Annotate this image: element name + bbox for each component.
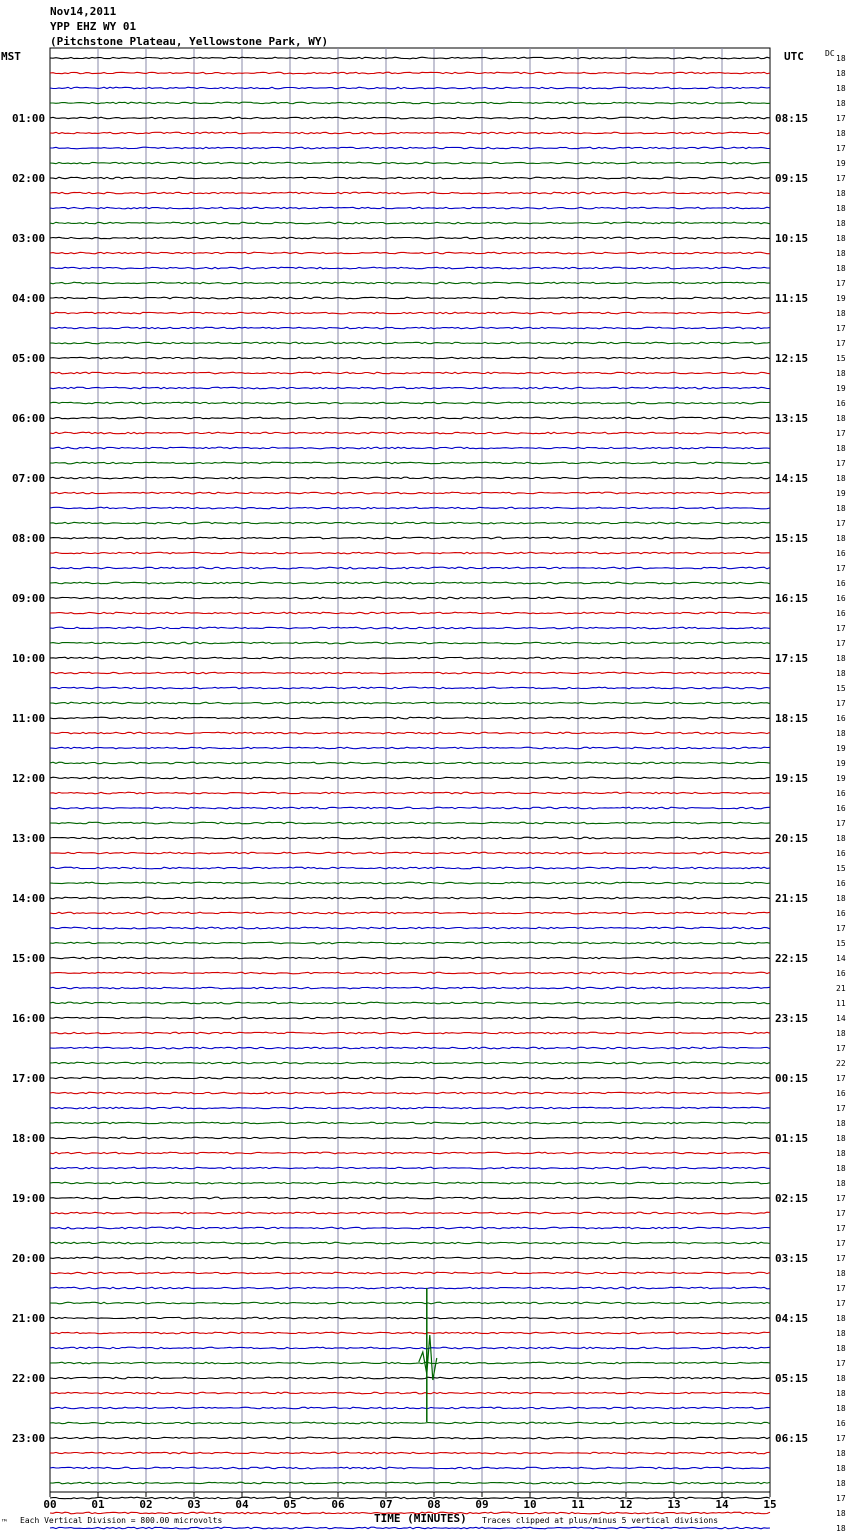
trace-row [50,1452,770,1454]
trace-row [50,1227,770,1229]
plot-frame [50,48,770,1492]
dc-offset-label: 17 [836,1209,846,1218]
dc-offset-label: 19 [836,489,846,498]
trace-row [50,897,770,899]
trace-row [50,792,770,794]
trace-row [50,522,770,524]
dc-offset-label: 22 [836,1059,846,1068]
trace-row [50,597,770,599]
trace-row [50,432,770,434]
dc-offset-label: 17 [836,174,846,183]
utc-hour-label: 03:15 [775,1252,809,1265]
trace-row [50,117,770,119]
dc-offset-label: 16 [836,879,846,888]
trace-row [50,1167,770,1169]
x-tick-label: 00 [43,1498,57,1511]
trace-row [50,1407,770,1409]
dc-offset-label: 17 [836,1194,846,1203]
trace-row [50,447,770,449]
utc-hour-label: 21:15 [775,892,809,905]
trace-row [50,387,770,389]
mst-hour-label: 23:00 [12,1432,46,1445]
dc-offset-label: 18 [836,1449,846,1458]
trace-row [50,207,770,209]
dc-offset-label: 21 [836,984,846,993]
trace-row [50,1437,770,1439]
dc-offset-label: 17 [836,564,846,573]
trace-row [50,102,770,104]
dc-offset-label: 16 [836,969,846,978]
trace-row [50,1497,770,1499]
dc-offset-label: 18 [836,1389,846,1398]
trace-row [50,1137,770,1139]
trace-row [50,1332,770,1334]
trace-row [50,972,770,974]
mst-hour-label: 07:00 [12,472,46,485]
x-tick-label: 15 [763,1498,777,1511]
dc-offset-label: 16 [836,1419,846,1428]
trace-row [50,1257,770,1259]
trace-row [50,162,770,164]
dc-offset-label: 18 [836,1164,846,1173]
mst-hour-label: 20:00 [12,1252,46,1265]
trace-row [50,1152,770,1154]
trace-row [50,1002,770,1004]
dc-offset-label: 18 [836,1374,846,1383]
trace-row [50,582,770,584]
x-axis-title: TIME (MINUTES) [374,1512,467,1525]
trace-row [50,1377,770,1379]
trace-row [50,1347,770,1349]
dc-offset-label: 17 [836,114,846,123]
dc-offset-label: 18 [836,264,846,273]
trace-row [50,927,770,929]
mst-hour-label: 12:00 [12,772,46,785]
mst-hour-label: 14:00 [12,892,46,905]
mst-axis-title: MST [1,50,21,63]
dc-offset-label: 17 [836,339,846,348]
dc-offset-label: 18 [836,84,846,93]
utc-hour-label: 05:15 [775,1372,809,1385]
mst-hour-label: 11:00 [12,712,46,725]
trace-row [50,372,770,374]
trace-row [50,1017,770,1019]
dc-offset-label: 17 [836,699,846,708]
utc-hour-label: 19:15 [775,772,809,785]
dc-offset-label: 17 [836,459,846,468]
trace-row [50,312,770,314]
utc-hour-label: 06:15 [775,1432,809,1445]
dc-offset-label: 16 [836,1089,846,1098]
trace-row [50,627,770,629]
trace-row [50,327,770,329]
utc-hour-label: 23:15 [775,1012,809,1025]
trace-row [50,1182,770,1184]
dc-offset-label: 16 [836,549,846,558]
dc-offset-label: 18 [836,234,846,243]
x-tick-label: 13 [667,1498,681,1511]
trace-row [50,192,770,194]
dc-offset-label: 17 [836,144,846,153]
trace-row [50,852,770,854]
trace-row [50,1527,770,1529]
dc-offset-label: 18 [836,219,846,228]
dc-offset-label: 17 [836,1494,846,1503]
x-tick-label: 11 [571,1498,585,1511]
mst-hour-label: 17:00 [12,1072,46,1085]
trace-row [50,492,770,494]
dc-offset-label: 19 [836,384,846,393]
x-tick-label: 09 [475,1498,489,1511]
trace-row [50,477,770,479]
dc-offset-label: 17 [836,639,846,648]
dc-offset-label: 17 [836,324,846,333]
x-tick-label: 02 [139,1498,153,1511]
trace-row [50,837,770,839]
utc-hour-label: 14:15 [775,472,809,485]
dc-offset-label: 18 [836,1149,846,1158]
utc-hour-label: 01:15 [775,1132,809,1145]
dc-offset-label: 18 [836,54,846,63]
dc-offset-label: 17 [836,1359,846,1368]
dc-offset-label: 15 [836,684,846,693]
x-tick-label: 05 [283,1498,297,1511]
dc-offset-label: 16 [836,804,846,813]
trace-row [50,342,770,344]
station-location: (Pitchstone Plateau, Yellowstone Park, WY) [50,35,329,48]
trace-row [50,882,770,884]
dc-offset-label: 18 [836,1134,846,1143]
dc-offset-label: 11 [836,999,846,1008]
x-tick-label: 10 [523,1498,537,1511]
trace-row [50,657,770,659]
trace-row [50,1032,770,1034]
trace-row [50,132,770,134]
dc-offset-label: 17 [836,1299,846,1308]
trace-row [50,237,770,239]
utc-hour-label: 09:15 [775,172,809,185]
trace-row [50,732,770,734]
trace-row [50,177,770,179]
trace-row [50,912,770,914]
x-tick-label: 01 [91,1498,105,1511]
trace-row [50,1107,770,1109]
station-code: YPP EHZ WY 01 [50,20,137,33]
utc-hour-label: 11:15 [775,292,809,305]
dc-offset-label: 15 [836,939,846,948]
trace-row [50,1482,770,1484]
x-tick-label: 03 [187,1498,201,1511]
trace-row [50,1212,770,1214]
trace-row [50,1077,770,1079]
trace-row [50,72,770,74]
utc-hour-label: 15:15 [775,532,809,545]
dc-offset-label: 17 [836,924,846,933]
x-tick-label: 04 [235,1498,249,1511]
dc-offset-label: 17 [836,1254,846,1263]
trace-row [50,1302,770,1304]
trace-row [50,1092,770,1094]
trace-row [50,462,770,464]
dc-offset-label: 17 [836,624,846,633]
mst-hour-label: 13:00 [12,832,46,845]
trace-row [50,357,770,359]
dc-offset-label: 16 [836,849,846,858]
dc-offset-label: 17 [836,1284,846,1293]
clip-note: Traces clipped at plus/minus 5 vertical divisions [482,1516,719,1525]
trace-row [50,1362,770,1364]
trace-row [50,612,770,614]
dc-offset-label: 18 [836,1314,846,1323]
trace-row [50,717,770,719]
utc-hour-label: 12:15 [775,352,809,365]
dc-column-title: DC [825,49,835,58]
scale-note: Each Vertical Division = 800.00 microvolts [20,1516,223,1525]
trace-row [50,807,770,809]
dc-offset-label: 15 [836,864,846,873]
trace-row [50,57,770,59]
utc-hour-label: 18:15 [775,712,809,725]
utc-hour-label: 00:15 [775,1072,809,1085]
utc-hour-label: 17:15 [775,652,809,665]
trace-row [50,1392,770,1394]
trace-row [50,642,770,644]
corner-mark: ™ [2,1518,7,1527]
trace-row [50,297,770,299]
mst-hour-label: 08:00 [12,532,46,545]
dc-offset-label: 19 [836,159,846,168]
dc-offset-label: 18 [836,204,846,213]
trace-row [50,537,770,539]
trace-row [50,1272,770,1274]
trace-row [50,1287,770,1289]
dc-offset-label: 17 [836,1074,846,1083]
mst-hour-label: 05:00 [12,352,46,365]
x-tick-label: 14 [715,1498,729,1511]
dc-offset-label: 18 [836,414,846,423]
dc-offset-label: 18 [836,69,846,78]
trace-row [50,402,770,404]
dc-offset-label: 18 [836,834,846,843]
dc-offset-label: 17 [836,1044,846,1053]
trace-row [50,1317,770,1319]
trace-row [50,747,770,749]
dc-offset-label: 18 [836,249,846,258]
utc-axis-title: UTC [784,50,804,63]
dc-offset-label: 16 [836,714,846,723]
trace-row [50,762,770,764]
trace-row [50,672,770,674]
dc-offset-label: 19 [836,294,846,303]
trace-row [50,1242,770,1244]
trace-row [50,222,770,224]
trace-row [50,417,770,419]
dc-offset-label: 18 [836,1119,846,1128]
mst-hour-label: 04:00 [12,292,46,305]
dc-offset-label: 17 [836,1239,846,1248]
dc-offset-label: 18 [836,894,846,903]
dc-offset-label: 18 [836,1029,846,1038]
trace-row [50,282,770,284]
dc-offset-label: 16 [836,594,846,603]
utc-hour-label: 20:15 [775,832,809,845]
dc-offset-label: 16 [836,579,846,588]
mst-hour-label: 06:00 [12,412,46,425]
trace-row [50,1467,770,1469]
mst-hour-label: 22:00 [12,1372,46,1385]
mst-hour-label: 19:00 [12,1192,46,1205]
trace-row [50,1062,770,1064]
x-tick-label: 06 [331,1498,345,1511]
mst-hour-label: 16:00 [12,1012,46,1025]
trace-row [50,687,770,689]
trace-row [50,822,770,824]
trace-row [50,1197,770,1199]
trace-row [50,702,770,704]
dc-offset-label: 18 [836,1509,846,1518]
dc-offset-label: 18 [836,1329,846,1338]
dc-offset-label: 18 [836,1464,846,1473]
mst-hour-label: 15:00 [12,952,46,965]
utc-hour-label: 13:15 [775,412,809,425]
dc-offset-label: 17 [836,1104,846,1113]
dc-offset-label: 18 [836,654,846,663]
dc-offset-label: 18 [836,1404,846,1413]
dc-offset-label: 18 [836,444,846,453]
dc-offset-label: 18 [836,1479,846,1488]
dc-offset-label: 18 [836,1179,846,1188]
dc-offset-label: 15 [836,354,846,363]
dc-offset-label: 18 [836,534,846,543]
trace-row [50,867,770,869]
dc-offset-label: 17 [836,429,846,438]
dc-offset-label: 17 [836,1224,846,1233]
mst-hour-label: 01:00 [12,112,46,125]
trace-row [50,252,770,254]
trace-row [50,987,770,989]
trace-row [50,777,770,779]
utc-hour-label: 10:15 [775,232,809,245]
utc-hour-label: 22:15 [775,952,809,965]
dc-offset-label: 18 [836,129,846,138]
dc-offset-label: 19 [836,774,846,783]
utc-hour-label: 04:15 [775,1312,809,1325]
trace-row [50,567,770,569]
trace-row [50,147,770,149]
dc-offset-label: 16 [836,909,846,918]
dc-offset-label: 18 [836,369,846,378]
dc-offset-label: 17 [836,819,846,828]
dc-offset-label: 18 [836,729,846,738]
dc-offset-label: 18 [836,474,846,483]
dc-offset-label: 17 [836,519,846,528]
utc-hour-label: 08:15 [775,112,809,125]
dc-offset-label: 18 [836,1269,846,1278]
mst-hour-label: 18:00 [12,1132,46,1145]
mst-hour-label: 21:00 [12,1312,46,1325]
dc-offset-label: 18 [836,99,846,108]
dc-offset-label: 18 [836,1344,846,1353]
dc-offset-label: 18 [836,1524,846,1533]
trace-row [50,1047,770,1049]
trace-row [50,942,770,944]
mst-hour-label: 02:00 [12,172,46,185]
dc-offset-label: 16 [836,789,846,798]
x-tick-label: 07 [379,1498,393,1511]
mst-hour-label: 03:00 [12,232,46,245]
station-date: Nov14,2011 [50,5,117,18]
dc-offset-label: 17 [836,279,846,288]
x-tick-label: 08 [427,1498,441,1511]
dc-offset-label: 18 [836,309,846,318]
utc-hour-label: 16:15 [775,592,809,605]
dc-offset-label: 17 [836,1434,846,1443]
dc-offset-label: 19 [836,744,846,753]
dc-offset-label: 19 [836,759,846,768]
trace-row [50,1122,770,1124]
utc-hour-label: 02:15 [775,1192,809,1205]
dc-offset-label: 16 [836,609,846,618]
trace-row [50,552,770,554]
mst-hour-label: 10:00 [12,652,46,665]
dc-offset-label: 18 [836,189,846,198]
dc-offset-label: 16 [836,399,846,408]
trace-row [50,507,770,509]
trace-row [50,957,770,959]
dc-offset-label: 18 [836,504,846,513]
dc-offset-label: 14 [836,1014,846,1023]
dc-offset-label: 14 [836,954,846,963]
trace-row [50,87,770,89]
x-tick-label: 12 [619,1498,633,1511]
mst-hour-label: 09:00 [12,592,46,605]
trace-row [50,267,770,269]
trace-row [50,1422,770,1424]
dc-offset-label: 18 [836,669,846,678]
